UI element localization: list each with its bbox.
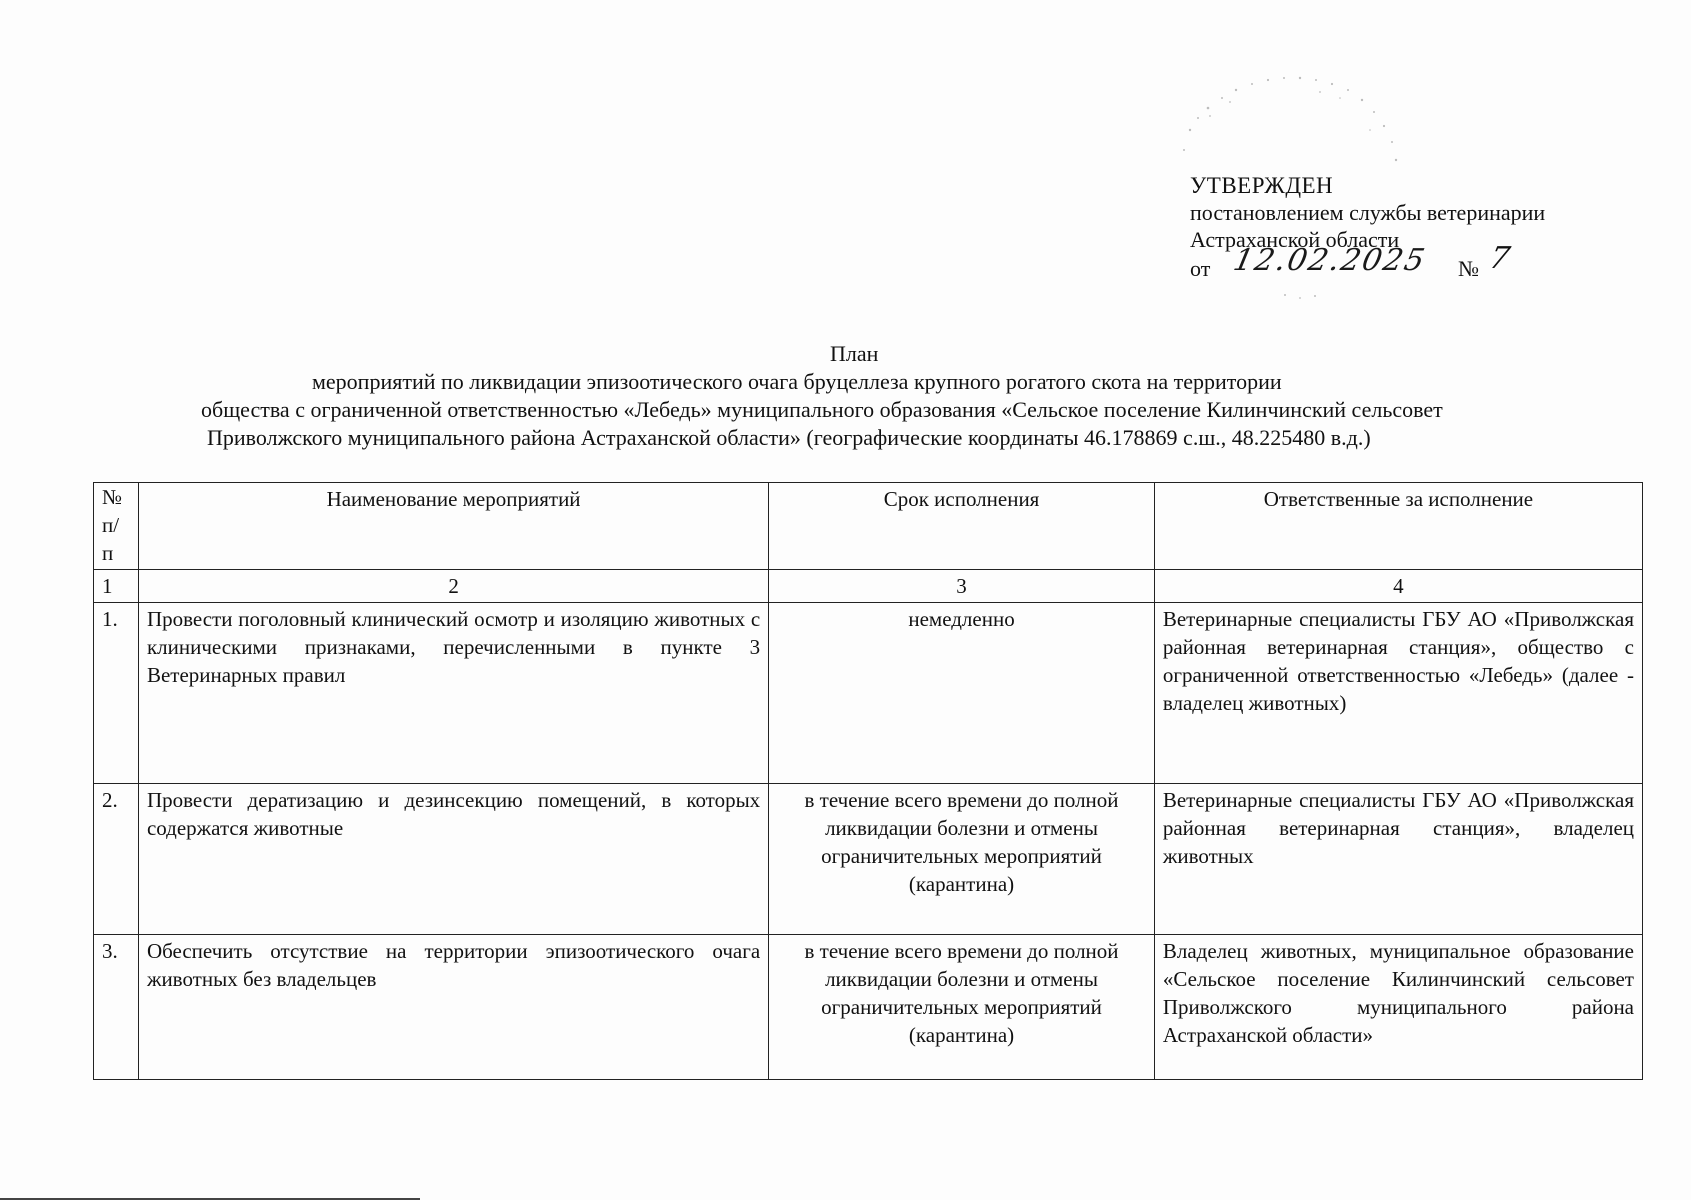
approval-heading: УТВЕРЖДЕН <box>1190 173 1334 198</box>
plan-table <box>93 482 1643 1080</box>
column-number: 4 <box>1154 570 1642 603</box>
number-label: № <box>1458 256 1479 281</box>
approval-date-row <box>1190 241 1545 285</box>
row-deadline: в течение всего времени до полной ликвидации болезни и отмены ограничительных мероприятий (карантина) <box>769 784 1155 935</box>
header-num: № п/п <box>94 483 139 570</box>
header-name: Наименование мероприятий <box>138 483 768 570</box>
column-number: 2 <box>138 570 768 603</box>
handwritten-date: 12.02.2025 <box>1230 243 1430 278</box>
header-deadline: Срок исполнения <box>769 483 1155 570</box>
date-prefix: от <box>1190 256 1211 281</box>
row-responsible: Владелец животных, муниципальное образование «Сельское поселение Килинчинский сельсовет Приволжского муниципального района Астраханской области» <box>1154 935 1642 1080</box>
row-measure: Обеспечить отсутствие на территории эпизоотического очага животных без владельцев <box>138 935 768 1080</box>
row-num: 1. <box>94 603 139 784</box>
column-number: 1 <box>94 570 139 603</box>
table-header-row <box>94 483 1643 570</box>
title-line-2: мероприятий по ликвидации эпизоотического очага бруцеллеза крупного рогатого скота на территории <box>312 369 1282 394</box>
row-deadline: немедленно <box>769 603 1155 784</box>
approval-line-2: Астраханской области <box>1190 227 1400 252</box>
row-responsible: Ветеринарные специалисты ГБУ АО «Приволжская районная ветеринарная станция», общество с ограниченной ответственностью «Лебедь» (далее - владелец животных) <box>1154 603 1642 784</box>
row-num: 3. <box>94 935 139 1080</box>
column-number: 3 <box>769 570 1155 603</box>
table-row <box>94 935 1643 1080</box>
column-numbers-row <box>94 570 1643 603</box>
approval-block <box>1190 172 1545 285</box>
row-measure: Провести дератизацию и дезинсекцию помещений, в которых содержатся животные <box>138 784 768 935</box>
handwritten-number: 7 <box>1486 241 1513 276</box>
row-deadline: в течение всего времени до полной ликвидации болезни и отмены ограничительных мероприятий (карантина) <box>769 935 1155 1080</box>
title-line-4: Приволжского муниципального района Астраханской области» (географические координаты 46.178869 с.ш., 48.225480 в.д.) <box>207 425 1371 450</box>
header-responsible: Ответственные за исполнение <box>1154 483 1642 570</box>
title-line-3: общества с ограниченной ответственностью «Лебедь» муниципального образования «Сельское поселение Килинчинский сельсовет <box>201 397 1443 422</box>
title-line-1: План <box>830 341 879 366</box>
approval-line-1: постановлением службы ветеринарии <box>1190 200 1546 225</box>
row-num: 2. <box>94 784 139 935</box>
table-row <box>94 603 1643 784</box>
row-responsible: Ветеринарные специалисты ГБУ АО «Приволжская районная ветеринарная станция», владелец животных <box>1154 784 1642 935</box>
table-row <box>94 784 1643 935</box>
row-measure: Провести поголовный клинический осмотр и изоляцию животных с клиническими признаками, перечисленными в пункте 3 Ветеринарных правил <box>138 603 768 784</box>
